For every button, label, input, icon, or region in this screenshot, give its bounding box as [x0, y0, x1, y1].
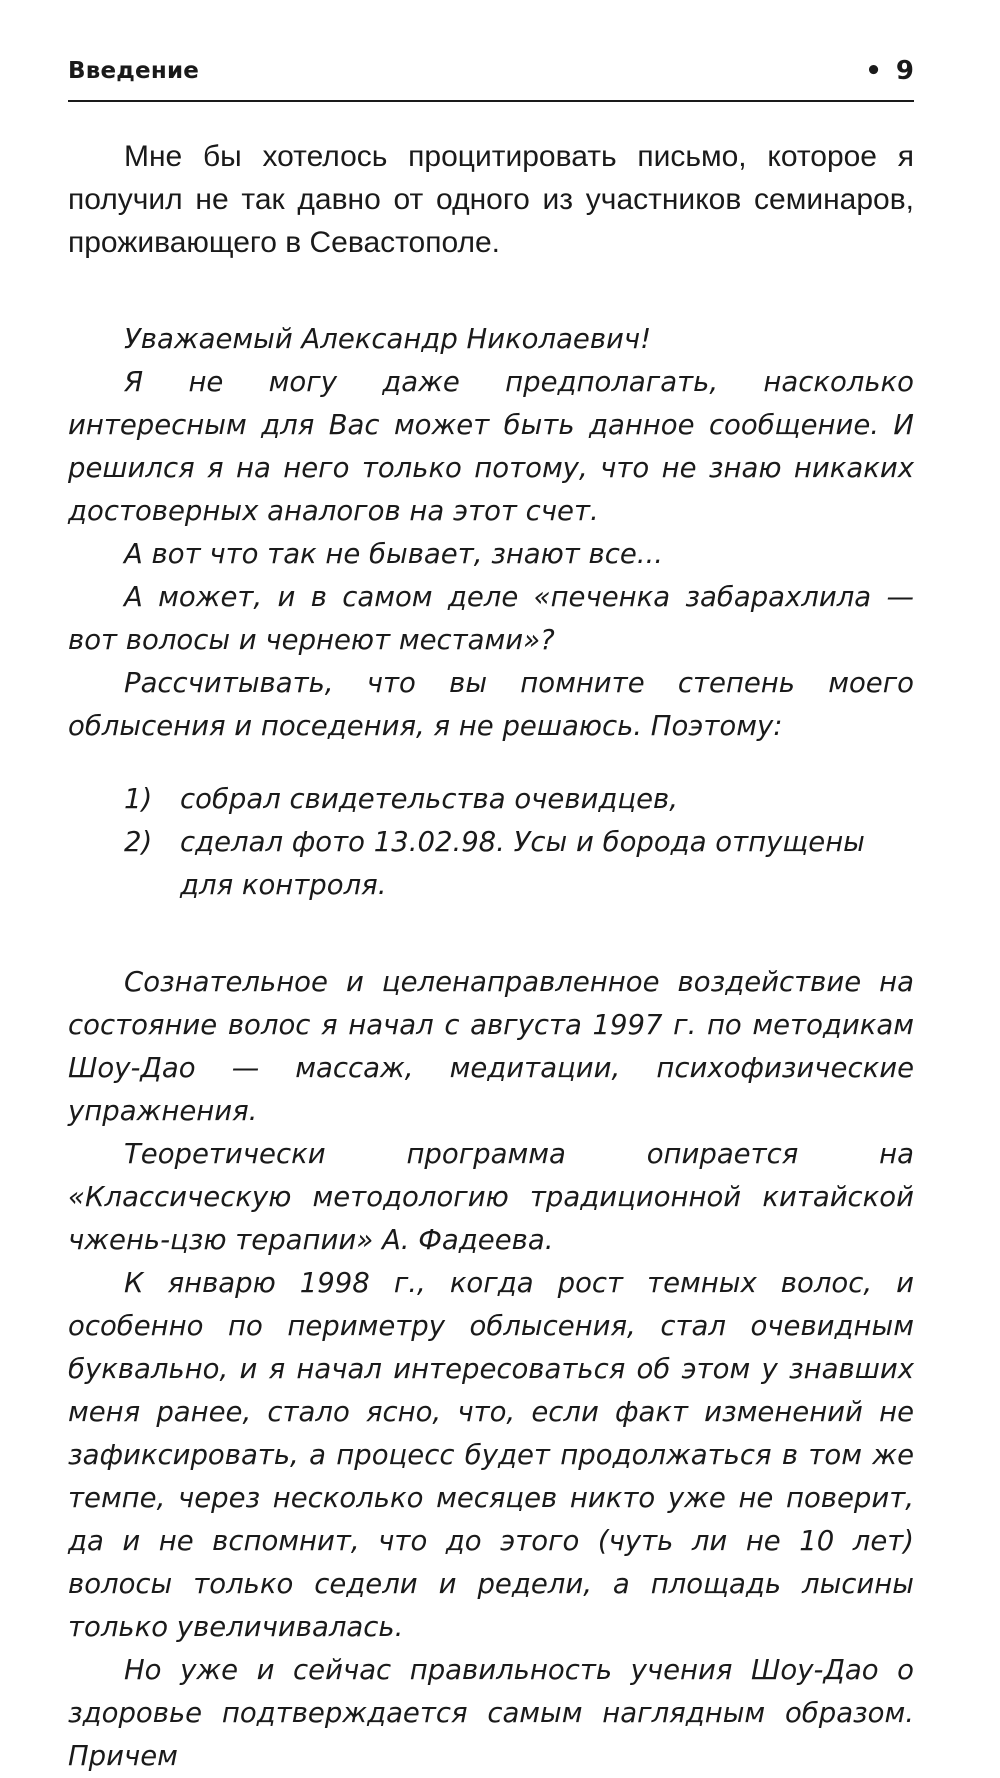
header-rule: [68, 100, 914, 102]
letter-paragraph: Теоретически программа опирается на «Классическую методологию традиционной китайской чжень-цзю терапии» А. Фадеева.: [68, 1138, 914, 1256]
letter-paragraph: Сознательное и целенаправленное воздействие на состояние волос я начал с августа 1997 г. по методикам Шоу-Дао — массаж, медитации, психофизические упражнения.: [68, 966, 914, 1127]
letter-paragraph: К январю 1998 г., когда рост темных волос, и особенно по периметру облысения, стал очевидным буквально, и я начал интересоваться об этом у знавших меня ранее, стало ясно, что, если факт изменений не зафиксировать, а процесс будет продолжаться в том же темпе, через несколько месяцев никто уже не поверит, да и не вспомнит, что до этого (чуть ли не 10 лет) волосы только седели и редели, а площадь лысины только увеличивалась.: [68, 1267, 914, 1643]
list-item-text: сделал фото 13.02.98. Усы и борода отпущены для контроля.: [180, 826, 865, 901]
running-header: [68, 56, 914, 96]
letter-paragraph: Но уже и сейчас правильность учения Шоу-Дао о здоровье подтверждается самым наглядным образом. Причем: [68, 1654, 914, 1772]
page-number: 9: [895, 56, 914, 86]
evidence-list: [68, 778, 914, 907]
list-item: [68, 821, 914, 907]
bullet-icon: •: [865, 56, 882, 86]
spacer: [68, 748, 914, 778]
letter-paragraph: Я не могу даже предполагать, насколько интересным для Вас может быть данное сообщение. И решился я на него только потому, что не знаю никаких достоверных аналогов на этот счет.: [68, 366, 914, 527]
list-item: [68, 778, 914, 821]
section-title: Введение: [68, 58, 200, 84]
spacer: [68, 264, 914, 318]
page-body: [68, 135, 914, 1778]
letter-paragraph: Рассчитывать, что вы помните степень моего облысения и поседения, я не решаюсь. Поэтому:: [68, 667, 914, 742]
letter-paragraph: А вот что так не бывает, знают все...: [124, 538, 664, 570]
letter-paragraph: А может, и в самом деле «печенка забарахлила — вот волосы и чернеют местами»?: [68, 581, 914, 656]
intro-paragraph: Мне бы хотелось процитировать письмо, которое я получил не так давно от одного из участников семинаров, проживающего в Севастополе.: [68, 140, 914, 259]
spacer: [68, 907, 914, 961]
list-item-number: 1): [124, 783, 153, 815]
page-number-block: [865, 56, 914, 86]
letter-greeting: Уважаемый Александр Николаевич!: [124, 323, 652, 355]
list-item-number: 2): [124, 826, 153, 858]
list-item-text: собрал свидетельства очевидцев,: [180, 783, 678, 815]
